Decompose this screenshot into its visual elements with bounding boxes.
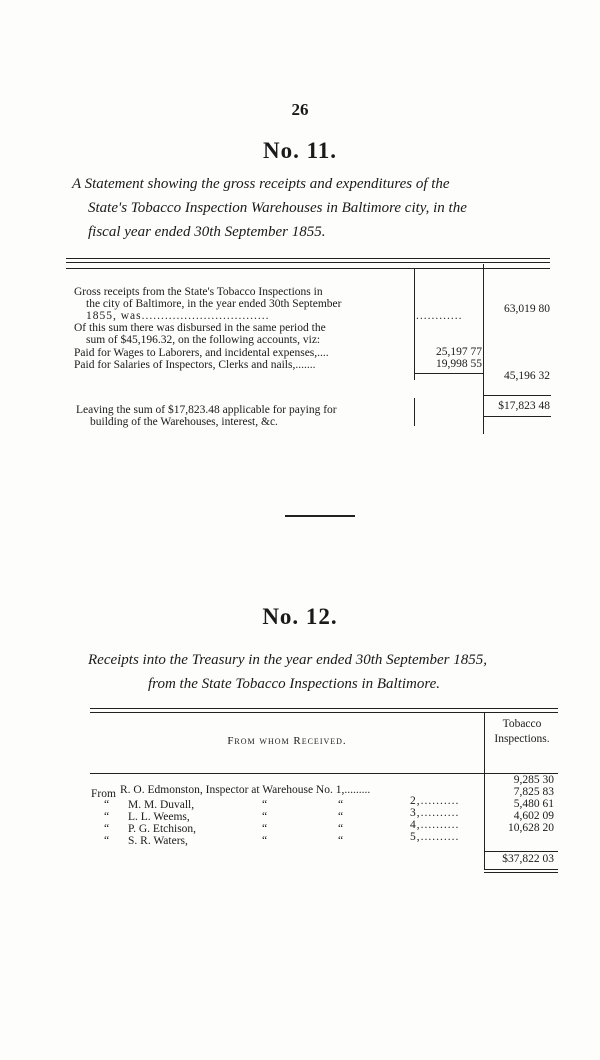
table12-top-rule-2 (90, 712, 558, 713)
table-row-name: P. G. Etchison, (128, 823, 197, 835)
table11-top-rule (66, 258, 550, 259)
table11-balance-underline (483, 416, 551, 417)
table12-caption-line2: from the State Tobacco Inspections in Baltimore. (148, 676, 441, 692)
table11-top-rule-3 (66, 268, 550, 269)
table-row-number: 4,.......... (410, 819, 460, 831)
table11-leader-dots: ............ (416, 311, 463, 322)
table-row-ditto: “ (338, 811, 344, 823)
table12-col-header-amount-1: Tobacco (502, 718, 542, 730)
table-row-name: S. R. Waters, (128, 835, 188, 847)
table11-wages: 25,197 77 (436, 346, 482, 358)
table-row-amount: 5,480 61 (513, 798, 554, 810)
table11-balance: $17,823 48 (498, 400, 550, 412)
table12-total: $37,822 03 (502, 853, 554, 865)
table11-line: Of this sum there was disbursed in the same period the (74, 322, 326, 334)
table-row-prefix: “ (104, 835, 110, 847)
table11-caption-line2: State's Tobacco Inspection Warehouses in Baltimore city, in the (88, 200, 467, 216)
table-row-amount: 7,825 83 (513, 786, 554, 798)
table11-heading: No. 11. (262, 138, 338, 163)
table-row-number: 2,.......... (410, 795, 460, 807)
table12-header-rule (90, 773, 558, 774)
table-row-amount: 9,285 30 (513, 774, 554, 786)
table-row-ditto: “ (338, 799, 344, 811)
table-row-ditto: “ (262, 799, 268, 811)
table11-gross-receipts: 63,019 80 (504, 303, 550, 315)
table-row-ditto: “ (338, 835, 344, 847)
table11-line: Gross receipts from the State's Tobacco Inspections in (74, 286, 323, 298)
table12-top-rule (90, 708, 558, 709)
table-row-name: M. M. Duvall, (128, 799, 195, 811)
table-row-number: 5,.......... (410, 831, 460, 843)
table11-total-disbursed: 45,196 32 (504, 370, 550, 382)
table12-total-underline-2 (484, 872, 558, 873)
table11-line: sum of $45,196.32, on the following accounts, viz: (86, 334, 321, 346)
table11-caption-line3: fiscal year ended 30th September 1855. (88, 224, 326, 240)
table-row-number: 3,.......... (410, 807, 460, 819)
table-row-amount: 10,628 20 (508, 822, 554, 834)
table-row-ditto: “ (262, 823, 268, 835)
table12-col-header-amount-2: Inspections. (494, 733, 550, 745)
table11-line: Paid for Salaries of Inspectors, Clerks and nails,....... (74, 359, 316, 371)
table11-caption-line1: A Statement showing the gross receipts and expenditures of the (72, 176, 450, 192)
table12-caption-line1: Receipts into the Treasury in the year ended 30th September 1855, (88, 652, 487, 668)
table11-salaries: 19,998 55 (436, 358, 482, 370)
table-row-amount: 4,602 09 (513, 810, 554, 822)
table12-heading: No. 12. (262, 604, 338, 629)
table-row-ditto: “ (338, 823, 344, 835)
table11-col-divider-1 (414, 268, 415, 380)
table11-line: Paid for Wages to Laborers, and incidental expenses,.... (74, 347, 329, 359)
table-row-ditto: “ (262, 835, 268, 847)
table12-col-divider (484, 712, 485, 870)
table11-top-rule-2 (66, 262, 550, 263)
table11-balance-rule (483, 395, 551, 396)
table-row-name: L. L. Weems, (128, 811, 190, 823)
table11-line: the city of Baltimore, in the year ended 30th September (86, 298, 342, 310)
table11-line: Leaving the sum of $17,823.48 applicable for paying for (76, 404, 337, 416)
table-row-ditto: “ (262, 811, 268, 823)
table11-col-divider-1b (414, 398, 415, 426)
table-row-prefix: “ (104, 811, 110, 823)
table11-line: 1855, was................................. (86, 310, 270, 322)
table11-col-divider-2 (483, 264, 484, 434)
table12-total-rule (484, 851, 558, 852)
table-row-prefix: “ (104, 823, 110, 835)
table-row-name: R. O. Edmonston, Inspector at Warehouse No. 1,......... (120, 784, 371, 796)
section-divider (285, 515, 355, 517)
page-number: 26 (291, 100, 309, 119)
table-row-prefix: From (91, 788, 116, 800)
table11-subtotal-rule (414, 373, 483, 374)
table-row-prefix: “ (104, 799, 110, 811)
table12-total-underline (484, 869, 558, 870)
table12-col-header-from: From whom Received. (227, 735, 347, 747)
table11-line: building of the Warehouses, interest, &c. (90, 416, 278, 428)
